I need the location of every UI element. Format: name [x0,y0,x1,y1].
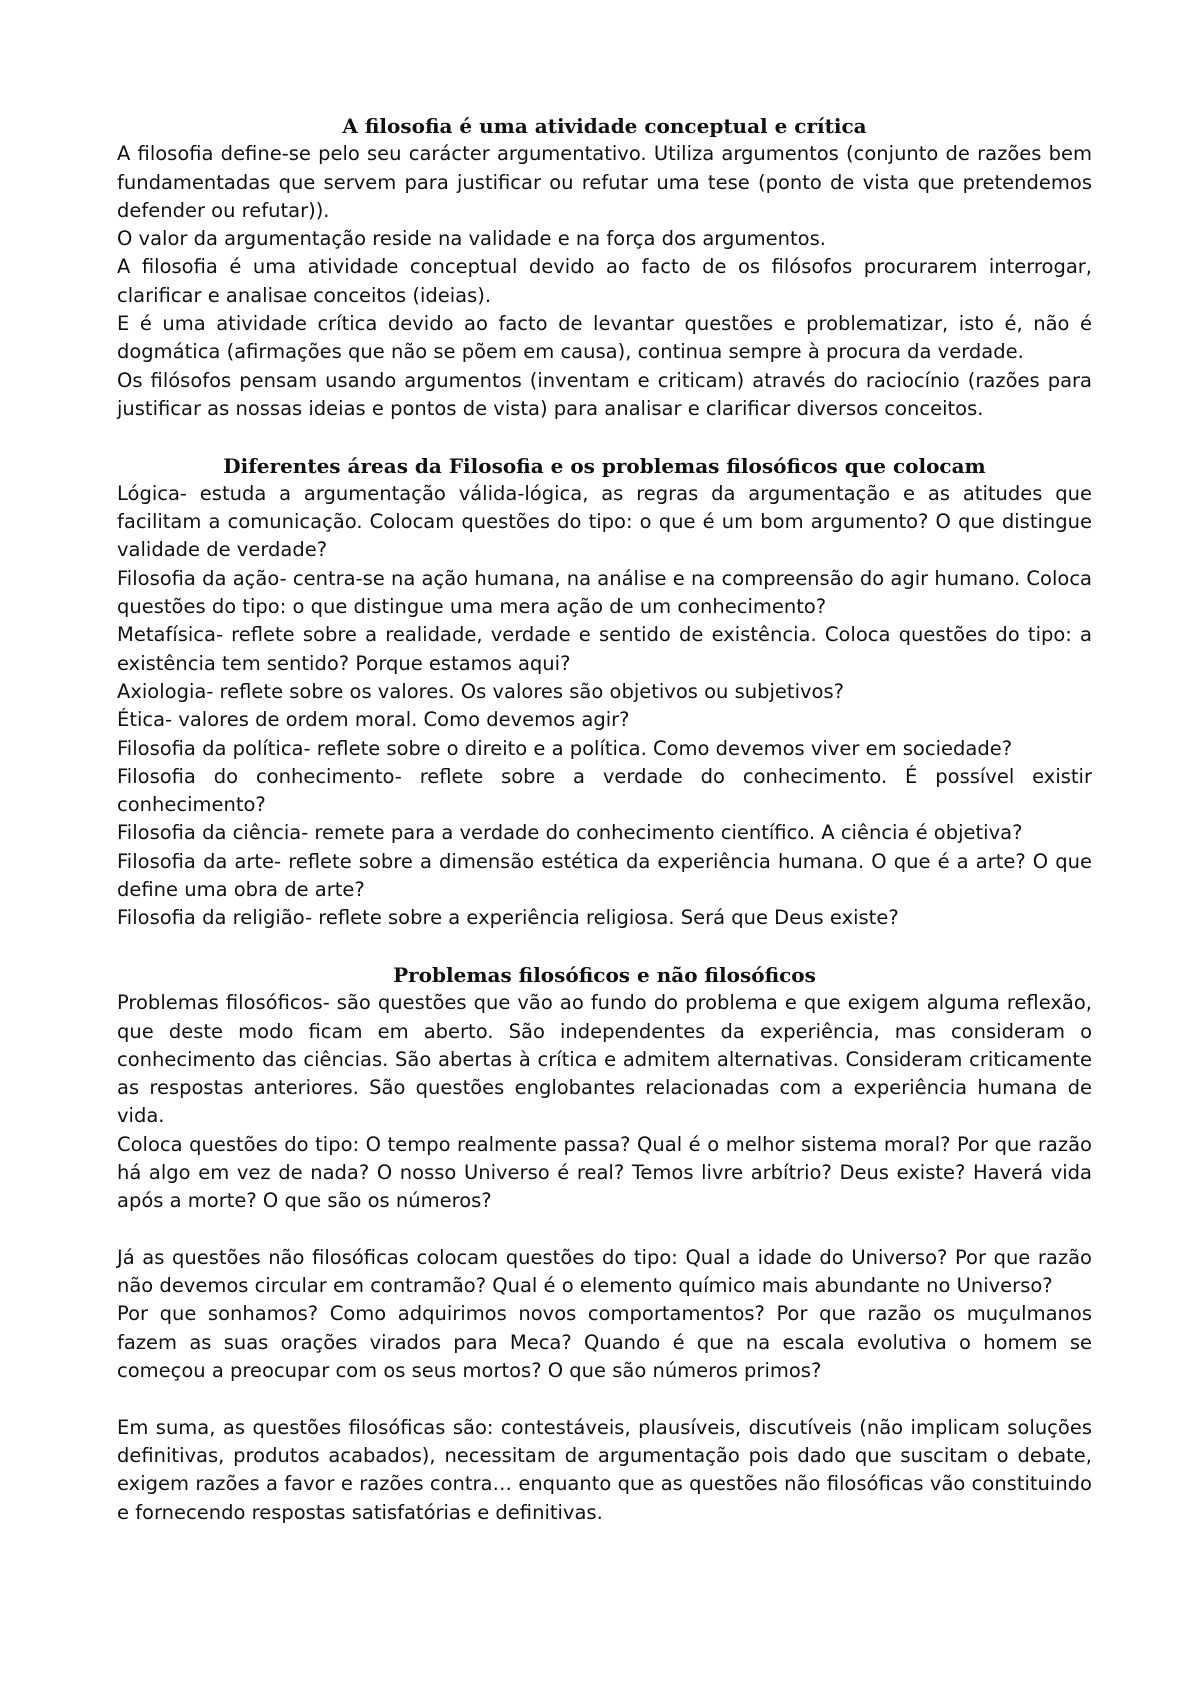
spacer [117,423,1092,451]
paragraph: O valor da argumentação reside na validade e na força dos argumentos. [117,227,826,251]
paragraph: Por que sonhamos? Como adquirimos novos comportamentos? Por que razão os muçulmanos fazem as suas orações virados para Meca? Quando é que na escala evolutiva o homem se começou a preocupar com os seus mortos? O que são números primos? [117,1302,1092,1383]
document-page [117,112,1092,1527]
spacer [117,1385,1092,1413]
paragraph: A filosofia define-se pelo seu carácter argumentativo. Utiliza argumentos (conjunto de razões bem fundamentadas que servem para justificar ou refutar uma tese (ponto de vista que pretendemos defender ou refutar)). [117,142,1092,222]
paragraph: Já as questões não filosóficas colocam questões do tipo: Qual a idade do Universo? Por que razão não devemos circular em contramão? Qual é o elemento químico mais abundante no Universo? [117,1245,1092,1298]
paragraph: Problemas filosóficos- são questões que vão ao fundo do problema e que exigem alguma reflexão, que deste modo ficam em aberto. São independentes da experiência, mas consideram o conhecimento das ciências. São abertas à crítica e admitem alternativas. Consideram criticamente as respostas anteriores. São questões englobantes relacionadas com a experiência humana de vida. [117,991,1092,1128]
spacer [117,1216,1092,1244]
paragraph-filosofia-conhecimento: Filosofia do conhecimento- reflete sobre a verdade do conhecimento. É possível existir conhecimento? [117,764,1092,817]
spacer [117,933,1092,961]
paragraph: Coloca questões do tipo: O tempo realmente passa? Qual é o melhor sistema moral? Por que razão há algo em vez de nada? O nosso Universo é real? Temos livre arbítrio? Deus existe? Haverá vida após a morte? O que são os números? [117,1132,1092,1213]
paragraph-metafisica: Metafísica- reflete sobre a realidade, verdade e sentido de existência. Coloca questões do tipo: a existência tem sentido? Porque estamos aqui? [117,623,1092,675]
paragraph-axiologia: Axiologia- reflete sobre os valores. Os valores são objetivos ou subjetivos? [117,679,844,703]
paragraph: A filosofia é uma atividade conceptual devido ao facto de os filósofos procurarem interrogar, clarificar e analisae conceitos (ideias). [117,255,1092,307]
paragraph-filosofia-arte: Filosofia da arte- reflete sobre a dimensão estética da experiência humana. O que é a arte? O que define uma obra de arte? [117,849,1092,902]
paragraph-filosofia-politica: Filosofia da política- reflete sobre o direito e a política. Como devemos viver em sociedade? [117,736,1013,760]
paragraph-conclusion: Em suma, as questões filosóficas são: contestáveis, plausíveis, discutíveis (não implicam soluções definitivas, produtos acabados), necessitam de argumentação pois dado que suscitam o debate, exigem razões a favor e razões contra… enquanto que as questões não filosóficas vão constituindo e fornecendo respostas satisfatórias e definitivas. [117,1415,1092,1524]
paragraph: E é uma atividade crítica devido ao facto de levantar questões e problematizar, isto é, não é dogmática (afirmações que não se põem em causa), continua sempre à procura da verdade. [117,312,1092,364]
paragraph: Os filósofos pensam usando argumentos (inventam e criticam) através do raciocínio (razões para justificar as nossas ideias e pontos de vista) para analisar e clarificar diversos conceitos. [117,368,1092,420]
section-title-areas-filosofia: Diferentes áreas da Filosofia e os problemas filosóficos que colocam [223,453,986,478]
section-title-problemas: Problemas filosóficos e não filosóficos [393,962,816,987]
section-title-conceptual-critica: A filosofia é uma atividade conceptual e crítica [342,114,867,138]
paragraph-etica: Ética- valores de ordem moral. Como devemos agir? [117,708,630,732]
paragraph-filosofia-religiao: Filosofia da religião- reflete sobre a experiência religiosa. Será que Deus existe? [117,906,899,930]
paragraph-logica: Lógica- estuda a argumentação válida-lógica, as regras da argumentação e as atitudes que facilitam a comunicação. Colocam questões do tipo: o que é um bom argumento? O que distingue validade de verdade? [117,481,1092,562]
paragraph-filosofia-ciencia: Filosofia da ciência- remete para a verdade do conhecimento científico. A ciência é objetiva? [117,821,1023,845]
paragraph-filosofia-acao: Filosofia da ação- centra-se na ação humana, na análise e na compreensão do agir humano. Coloca questões do tipo: o que distingue uma mera ação de um conhecimento? [117,566,1092,619]
